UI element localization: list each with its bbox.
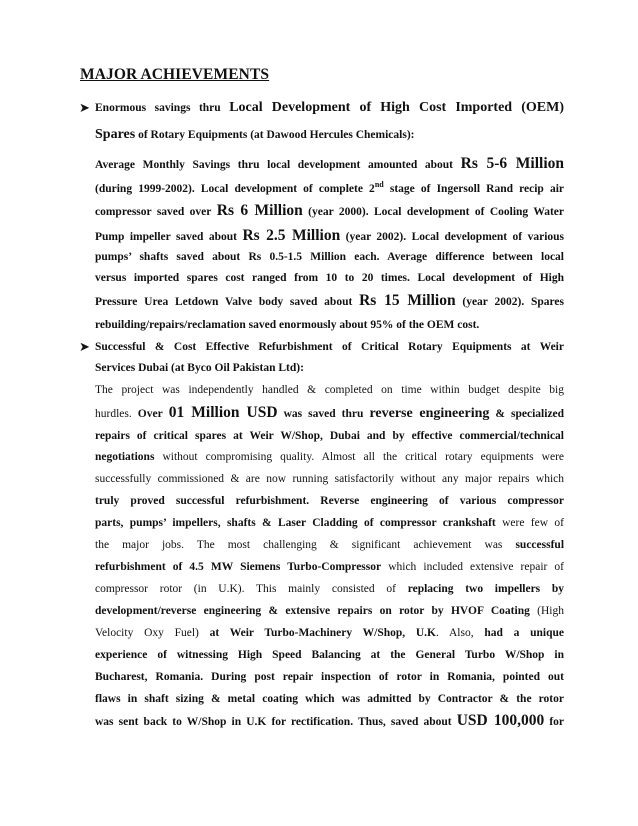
item2-line12: compressor rotor (in U.K). This mainly consisted of replacing two impellers by — [95, 583, 565, 595]
item2-line10: the major jobs. The most challenging & significant achievement was successful — [95, 539, 565, 551]
item1-line5: compressor saved over Rs 6 Million (year 2000). Local development of Cooling Water — [95, 202, 564, 219]
item2-line14: Velocity Oxy Fuel) at Weir Turbo-Machinery W/Shop, U.K. Also, had a unique — [95, 627, 565, 639]
item1-line2: Spares of Rotary Equipments (at Dawood Hercules Chemicals): — [95, 127, 415, 142]
item2-line1: Successful & Cost Effective Refurbishment of Critical Rotary Equipments at Weir — [95, 341, 564, 353]
item1-line10: rebuilding/repairs/reclamation saved enormously about 95% of the OEM cost. — [95, 319, 480, 331]
item1-line9: Pressure Urea Letdown Valve body saved about Rs 15 Million (year 2002). Spares — [95, 292, 564, 309]
arrow-bullet-icon: ➤ — [79, 339, 90, 354]
item2-line3: The project was independently handled & completed on time within budget despite big — [95, 384, 564, 396]
item2-line2: Services Dubai (at Byco Oil Pakistan Ltd): — [95, 362, 304, 374]
item2-line15: experience of witnessing High Speed Balancing at the General Turbo W/Shop in — [95, 649, 564, 661]
item2-line5: repairs of critical spares at Weir W/Shop, Dubai and by effective commercial/technical — [95, 430, 564, 442]
item2-line17: flaws in shaft sizing & metal coating which was admitted by Contractor & the rotor — [95, 693, 564, 705]
item1-line1: Enormous savings thru Local Development of High Cost Imported (OEM) — [95, 100, 564, 115]
item1-line4: (during 1999-2002). Local development of complete 2nd stage of Ingersoll Rand recip air — [95, 180, 564, 195]
item1-line3: Average Monthly Savings thru local development amounted about Rs 5-6 Million — [95, 155, 565, 172]
item1-line7: pumps’ shafts saved about Rs 0.5-1.5 Million each. Average difference between local — [95, 251, 564, 263]
item2-line4: hurdles. Over 01 Million USD was saved thru reverse engineering & specialized — [95, 404, 565, 421]
item2-line9: parts, pumps’ impellers, shafts & Laser Cladding of compressor crankshaft were few of — [95, 517, 564, 529]
item2-line6: negotiations without compromising quality. Almost all the critical rotary equipments were — [95, 451, 564, 463]
item2-line16: Bucharest, Romania. During post repair inspection of rotor in Romania, pointed out — [95, 671, 564, 683]
item2-line11: refurbishment of 4.5 MW Siemens Turbo-Compressor which included extensive repair of — [95, 561, 565, 573]
section-heading: MAJOR ACHIEVEMENTS — [80, 66, 270, 83]
item2-line7: successfully commissioned & are now running satisfactorily without any major repairs which — [95, 473, 564, 485]
arrow-bullet-icon: ➤ — [79, 100, 90, 115]
item2-line8: truly proved successful refurbishment. Reverse engineering of various compressor — [95, 495, 564, 507]
item1-line8: versus imported spares cost ranged from 10 to 20 times. Local development of High — [95, 272, 564, 284]
item2-line18: was sent back to W/Shop in U.K for rectification. Thus, saved about USD 100,000 for — [95, 712, 565, 729]
item1-line6: Pump impeller saved about Rs 2.5 Million (year 2002). Local development of various — [95, 227, 565, 244]
item2-line13: development/reverse engineering & extensive repairs on rotor by HVOF Coating (High — [95, 605, 565, 617]
